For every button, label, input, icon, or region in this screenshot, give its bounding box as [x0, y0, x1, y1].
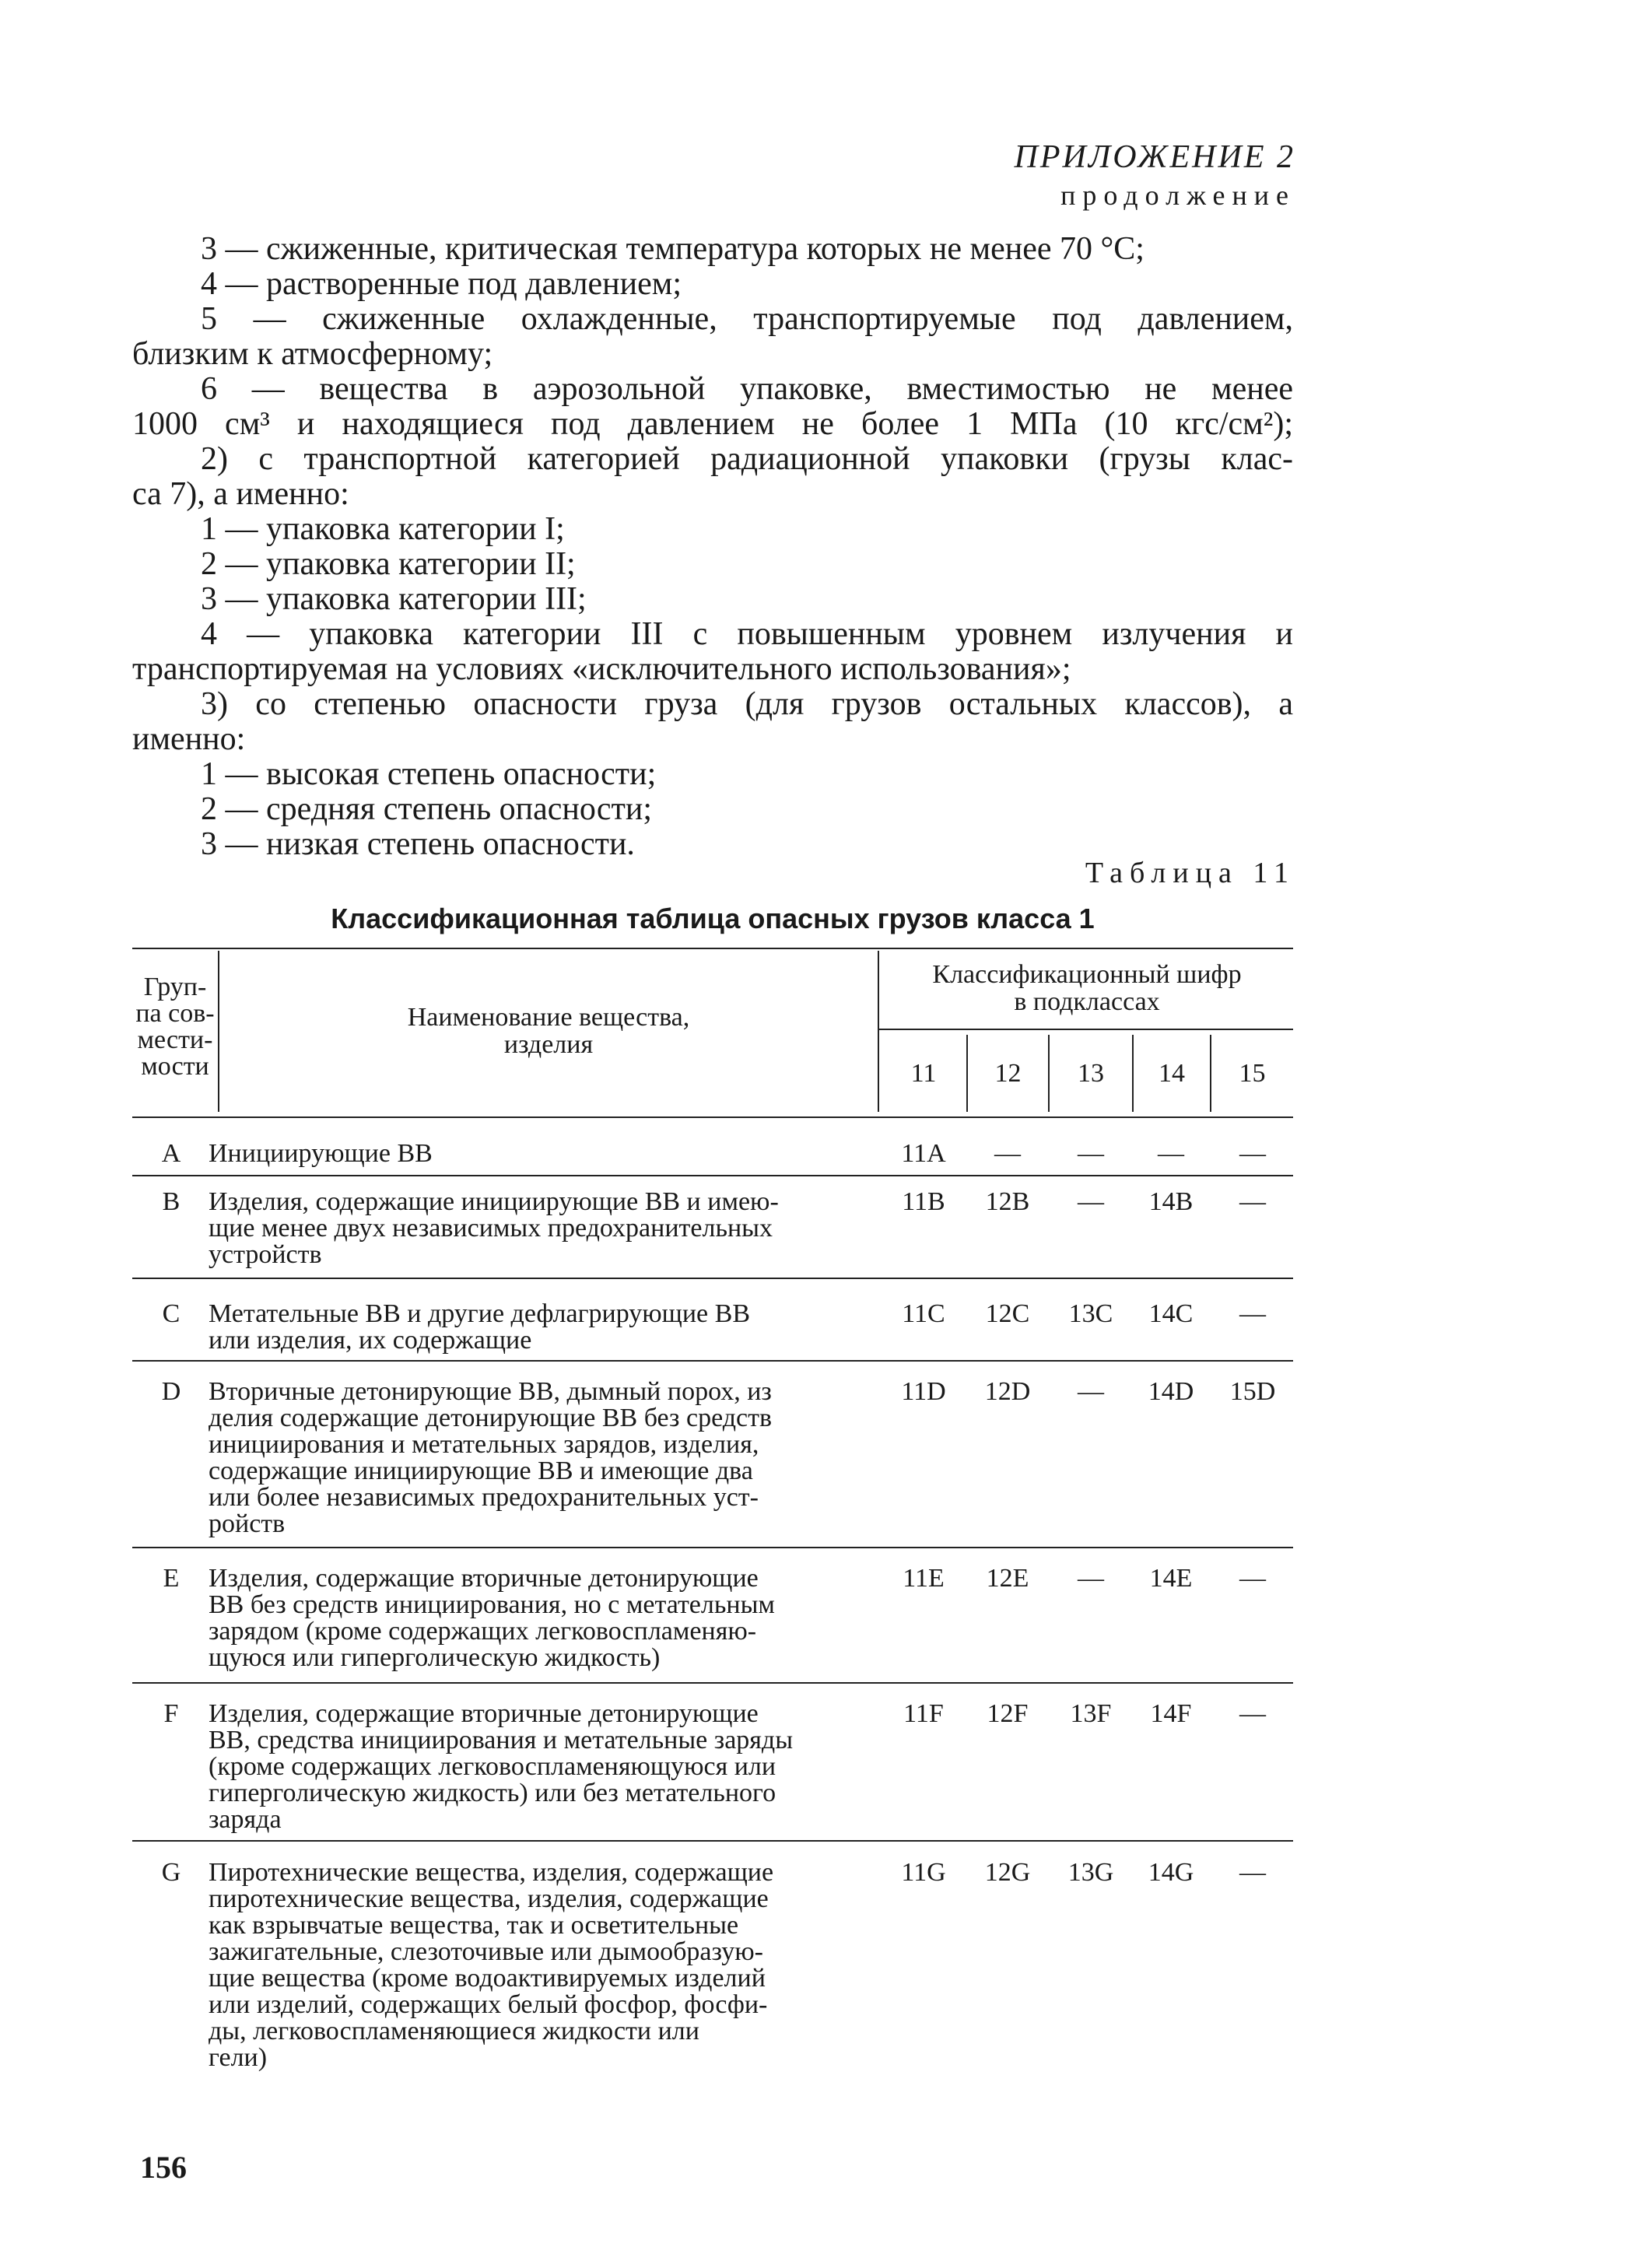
cipher-cell: 13G: [1067, 1858, 1114, 1887]
cipher-cell: 14E: [1149, 1564, 1193, 1593]
cipher-cell: 11E: [903, 1564, 945, 1593]
row-name: Изделия, содержащие инициирующие ВВ и имею- щие менее двух независимых предохранительных устройств: [209, 1187, 779, 1269]
row-group: B: [162, 1187, 181, 1216]
cipher-cell: —: [1158, 1139, 1184, 1168]
cipher-cell: 14C: [1148, 1299, 1194, 1328]
text-line: 6 — вещества в аэрозольной упаковке, вместимостью не менее: [201, 371, 1293, 407]
row-name: Изделия, содержащие вторичные детонирующие ВВ, средства инициирования и метательные заряды (кроме содержащих легковоспламеняющуюся или гиперголическую жидкость) или без метательного заряда: [209, 1699, 794, 1834]
text-line: именно:: [132, 721, 246, 757]
cipher-cell: 11B: [902, 1187, 945, 1216]
cipher-cell: 12G: [984, 1858, 1031, 1887]
row-group: C: [162, 1299, 181, 1328]
cipher-cell: 12F: [987, 1699, 1029, 1728]
cipher-cell: —: [1078, 1187, 1104, 1216]
cipher-cell: 14D: [1148, 1377, 1194, 1406]
row-group: G: [161, 1858, 181, 1887]
subclass-header: 14: [1159, 1059, 1185, 1088]
subclass-header: 15: [1239, 1059, 1266, 1088]
subclass-header: 12: [994, 1059, 1022, 1088]
text-line: 1 — высокая степень опасности;: [201, 756, 657, 792]
row-rule: [132, 1278, 1293, 1279]
text-line: 3 — сжиженные, критическая температура которых не менее 70 °С;: [201, 231, 1145, 267]
cipher-cell: 14B: [1148, 1187, 1194, 1216]
row-group: A: [161, 1139, 181, 1168]
column-header-name: Наименование вещества, изделия: [407, 1003, 690, 1059]
text-line: транспортируемая на условиях «исключительного использования»;: [132, 651, 1071, 687]
cipher-cell: 12C: [985, 1299, 1030, 1328]
cipher-cell: 11D: [901, 1377, 946, 1406]
text-line: са 7), а именно:: [132, 476, 349, 512]
page-number: 156: [140, 2150, 187, 2185]
appendix-continued: продолжение: [1060, 180, 1295, 211]
cipher-cell: —: [1239, 1699, 1266, 1728]
row-name: Вторичные детонирующие ВВ, дымный порох, из делия содержащие детонирующие ВВ без средств инициирования и метательных зарядов, изделия, содержащие инициирующие ВВ и имеющие два или более независимых предохранительных уст- ройств: [209, 1377, 773, 1538]
text-line: 5 — сжиженные охлажденные, транспортируемые под давлением,: [201, 301, 1293, 337]
row-rule: [132, 1360, 1293, 1362]
text-line: 4 — растворенные под давлением;: [201, 266, 682, 302]
text-line: 3) со степенью опасности груза (для грузов остальных классов), а: [201, 686, 1293, 722]
cipher-cell: 14F: [1150, 1699, 1192, 1728]
text-line: 3 — низкая степень опасности.: [201, 826, 635, 862]
row-group: D: [161, 1377, 181, 1406]
cipher-cell: 11G: [901, 1858, 946, 1887]
cipher-cell: 11C: [902, 1299, 945, 1328]
text-line: 1000 см³ и находящиеся под давлением не более 1 МПа (10 кгс/см²);: [132, 406, 1293, 442]
text-line: 2 — средняя степень опасности;: [201, 791, 653, 827]
cipher-cell: —: [1078, 1377, 1104, 1406]
column-header-cipher: Классификационный шифр в подклассах: [932, 960, 1242, 1016]
cipher-cell: —: [1239, 1299, 1266, 1328]
cipher-cell: —: [1239, 1564, 1266, 1593]
text-line: 2 — упаковка категории II;: [201, 546, 576, 582]
body-text: [132, 232, 1293, 862]
table-title: Классификационная таблица опасных грузов класса 1: [331, 903, 1095, 934]
subclass-header: 13: [1078, 1059, 1104, 1088]
cipher-cell: 12E: [986, 1564, 1029, 1593]
row-rule: [132, 1175, 1293, 1176]
subclass-header: 11: [910, 1059, 937, 1088]
row-name: Метательные ВВ и другие дефлагрирующие ВВ или изделия, их содержащие: [209, 1299, 751, 1355]
table-top-rule: [132, 948, 1293, 949]
text-line: близким к атмосферному;: [132, 336, 493, 372]
text-line: 2) с транспортной категорией радиационной упаковки (грузы клас-: [201, 441, 1293, 477]
text-line: 4 — упаковка категории III с повышенным уровнем излучения и: [201, 616, 1293, 652]
column-header-group: Груп- па сов- мести- мости: [135, 973, 215, 1081]
row-name: Инициирующие ВВ: [209, 1139, 433, 1168]
cipher-cell: 14G: [1148, 1858, 1194, 1887]
row-name: Пиротехнические вещества, изделия, содержащие пиротехнические вещества, изделия, содержащие как взрывчатые вещества, так и осветительные зажигательные, слезоточивые или дымообразую- щие вещества (кроме водоактивируемых изделий или изделий, содержащих белый фосфор, фосфи- ды, легковоспламеняющиеся жидкости или гели): [209, 1858, 774, 2072]
row-rule: [132, 1547, 1293, 1548]
cipher-cell: —: [1078, 1564, 1104, 1593]
cipher-cell: 11F: [903, 1699, 944, 1728]
cipher-cell: 11A: [901, 1139, 946, 1168]
row-group: F: [163, 1699, 179, 1728]
cipher-cell: —: [1078, 1139, 1104, 1168]
cipher-cell: —: [1239, 1858, 1266, 1887]
cipher-header-rule: [879, 1029, 1293, 1030]
cipher-cell: —: [1239, 1139, 1266, 1168]
cipher-cell: 15D: [1229, 1377, 1276, 1406]
row-rule: [132, 1840, 1293, 1842]
cipher-cell: 13F: [1070, 1699, 1112, 1728]
header-divider: [878, 951, 879, 1112]
text-line: 3 — упаковка категории III;: [201, 581, 587, 617]
row-rule: [132, 1682, 1293, 1684]
header-bottom-rule: [132, 1116, 1293, 1118]
cipher-cell: 13C: [1068, 1299, 1113, 1328]
text-line: 1 — упаковка категории I;: [201, 511, 565, 547]
cipher-cell: 12D: [984, 1377, 1031, 1406]
cipher-cell: —: [994, 1139, 1021, 1168]
appendix-title: ПРИЛОЖЕНИЕ 2: [1014, 139, 1295, 175]
table-label: Таблица 11: [1085, 857, 1295, 889]
row-group: E: [163, 1564, 180, 1593]
cipher-cell: —: [1239, 1187, 1266, 1216]
cipher-cell: 12B: [985, 1187, 1030, 1216]
row-name: Изделия, содержащие вторичные детонирующие ВВ без средств инициирования, но с метательным зарядом (кроме содержащих легковоспламеняю- щуюся или гиперголическую жидкость): [209, 1564, 775, 1672]
